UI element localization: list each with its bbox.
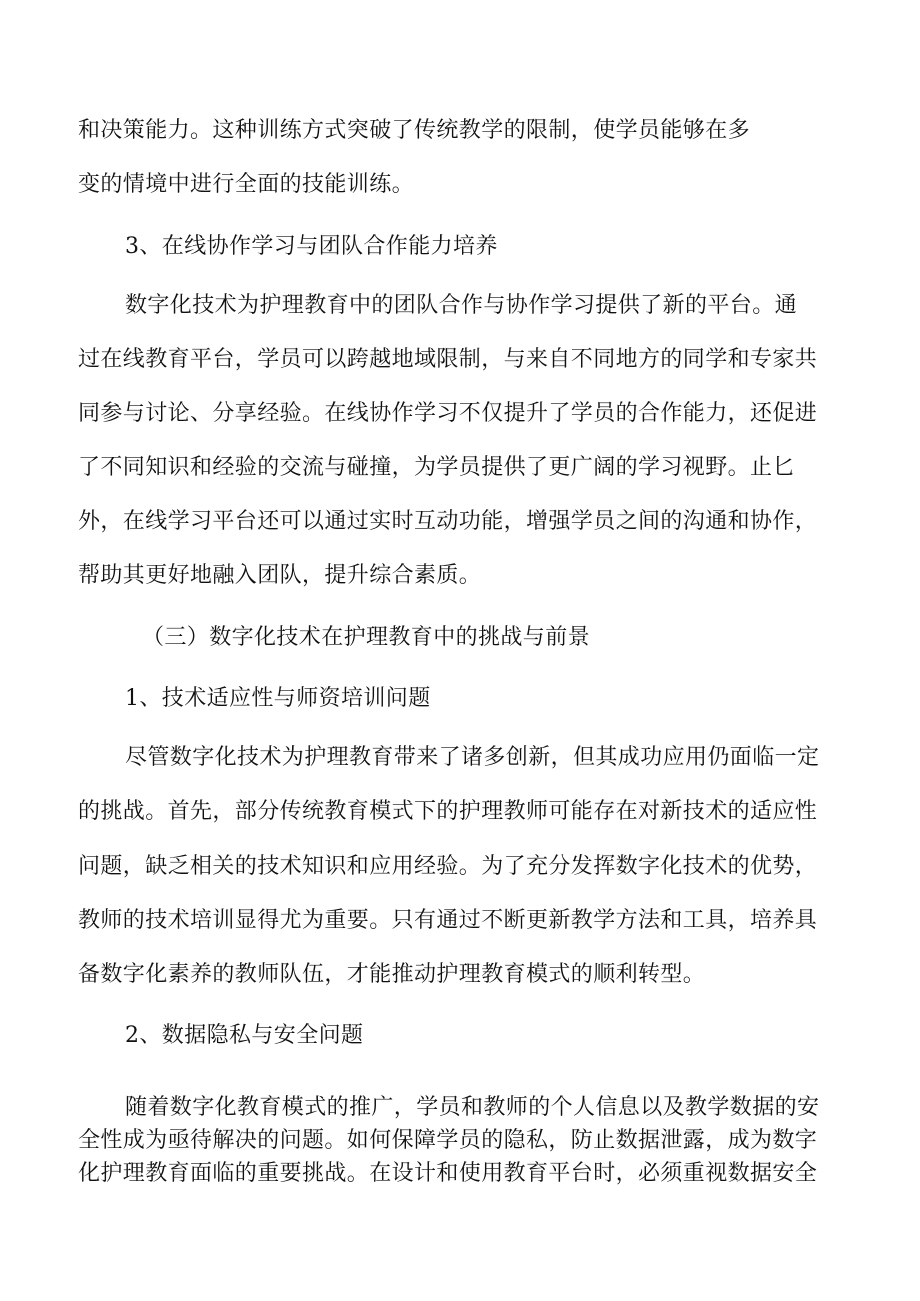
paragraph-line: 尽管数字化技术为护理教育带来了诸多创新，但其成功应用仍面临一定 <box>125 745 820 770</box>
paragraph-line: 了不同知识和经验的交流与碰撞，为学员提供了更广阔的学习视野。止匕 <box>78 455 795 480</box>
paragraph-line: 帮助其更好地融入团队，提升综合素质。 <box>78 563 482 588</box>
paragraph-line: 和决策能力。这种训练方式突破了传统教学的限制，使学员能够在多 <box>78 118 751 143</box>
subsection-heading: 3、在线协作学习与团队合作能力培养 <box>125 234 498 259</box>
paragraph-line: 变的情境中进行全面的技能训练。 <box>78 172 415 197</box>
paragraph-line: 同参与讨论、分享经验。在线协作学习不仅提升了学员的合作能力，还促进 <box>78 401 818 426</box>
paragraph-line: 的挑战。首先，部分传统教育模式下的护理教师可能存在对新技术的适应性 <box>78 799 818 824</box>
section-heading: （三）数字化技术在护理教育中的挑战与前景 <box>142 625 591 650</box>
paragraph-line: 外，在线学习平台还可以通过实时互动功能，增强学员之间的沟通和协作， <box>78 509 818 534</box>
paragraph-line: 过在线教育平台，学员可以跨越地域限制，与来自不同地方的同学和专家共 <box>78 347 818 372</box>
paragraph-line: 随着数字化教育模式的推广，学员和教师的个人信息以及教学数据的安 <box>125 1095 820 1120</box>
subsection-heading: 1、技术适应性与师资培训问题 <box>125 686 431 711</box>
subsection-heading: 2、数据隐私与安全问题 <box>125 1023 364 1048</box>
paragraph-line: 备数字化素养的教师队伍，才能推动护理教育模式的顺利转型。 <box>78 962 706 987</box>
paragraph-line: 教师的技术培训显得尤为重要。只有通过不断更新教学方法和工具，培养具 <box>78 908 818 933</box>
paragraph-line: 全性成为亟待解决的问题。如何保障学员的隐私，防止数据泄露，成为数字 <box>78 1128 818 1153</box>
paragraph-line: 问题，缺乏相关的技术知识和应用经验。为了充分发挥数字化技术的优势， <box>78 854 818 879</box>
paragraph-line: 化护理教育面临的重要挑战。在设计和使用教育平台时，必须重视数据安全 <box>78 1161 818 1186</box>
paragraph-line: 数字化技术为护理教育中的团队合作与协作学习提供了新的平台。通 <box>125 293 798 318</box>
